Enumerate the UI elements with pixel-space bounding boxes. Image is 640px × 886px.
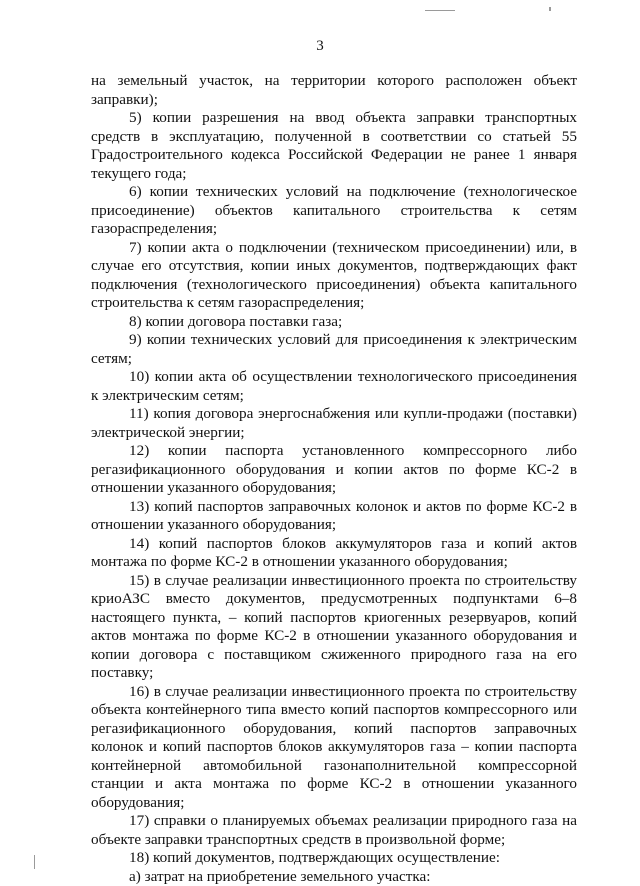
document-paragraph: 17) справки о планируемых объемах реализации природного газа на объекте заправки транспортных средств в произвольной форме; [91, 812, 577, 849]
document-paragraph: на земельный участок, на территории которого расположен объект заправки); [91, 72, 577, 109]
document-paragraph: 9) копии технических условий для присоединения к электрическим сетям; [91, 331, 577, 368]
scan-artifact-left [34, 855, 35, 869]
scan-artifact-top-dot [549, 7, 551, 11]
document-paragraph: 18) копий документов, подтверждающих осуществление: [91, 849, 577, 868]
document-paragraph: 8) копии договора поставки газа; [91, 313, 577, 332]
document-paragraph: 12) копии паспорта установленного компрессорного либо регазификационного оборудования и копии актов по форме КС-2 в отношении указанного оборудования; [91, 442, 577, 498]
document-paragraph: 15) в случае реализации инвестиционного проекта по строительству криоАЗС вместо документов, предусмотренных подпунктами 6–8 настоящего пункта, – копий паспортов криогенных резервуаров, копий актов монтажа по форме КС-2 в отношении указанного оборудования и копии договора с поставщиком сжиженного природного газа на его поставку; [91, 572, 577, 683]
document-paragraph: 14) копий паспортов блоков аккумуляторов газа и копий актов монтажа по форме КС-2 в отношении указанного оборудования; [91, 535, 577, 572]
document-body [91, 72, 577, 886]
scan-artifact-top [425, 10, 455, 11]
page-number: 3 [0, 38, 640, 55]
document-paragraph: 16) в случае реализации инвестиционного проекта по строительству объекта контейнерного типа вместо копий паспортов компрессорного или регазификационного оборудования, копий паспортов заправочных колонок и копий паспортов блоков аккумуляторов газа – копии паспорта контейнерной автомобильной газонаполнительной компрессорной станции и акта монтажа по форме КС-2 в отношении указанного оборудования; [91, 683, 577, 813]
document-paragraph: 6) копии технических условий на подключение (технологическое присоединение) объектов капитального строительства к сетям газораспределения; [91, 183, 577, 239]
document-paragraph: 5) копии разрешения на ввод объекта заправки транспортных средств в эксплуатацию, полученной в соответствии со статьей 55 Градостроительного кодекса Российской Федерации не ранее 1 января текущего года; [91, 109, 577, 183]
document-paragraph: 11) копия договора энергоснабжения или купли-продажи (поставки) электрической энергии; [91, 405, 577, 442]
document-paragraph: 13) копий паспортов заправочных колонок и актов по форме КС-2 в отношении указанного оборудования; [91, 498, 577, 535]
document-paragraph: 10) копии акта об осуществлении технологического присоединения к электрическим сетям; [91, 368, 577, 405]
document-paragraph: 7) копии акта о подключении (техническом присоединении) или, в случае его отсутствия, копии иных документов, подтверждающих факт подключения (технологического присоединения) объекта капитального строительства к сетям газораспределения; [91, 239, 577, 313]
document-paragraph: а) затрат на приобретение земельного участка: [91, 868, 577, 886]
